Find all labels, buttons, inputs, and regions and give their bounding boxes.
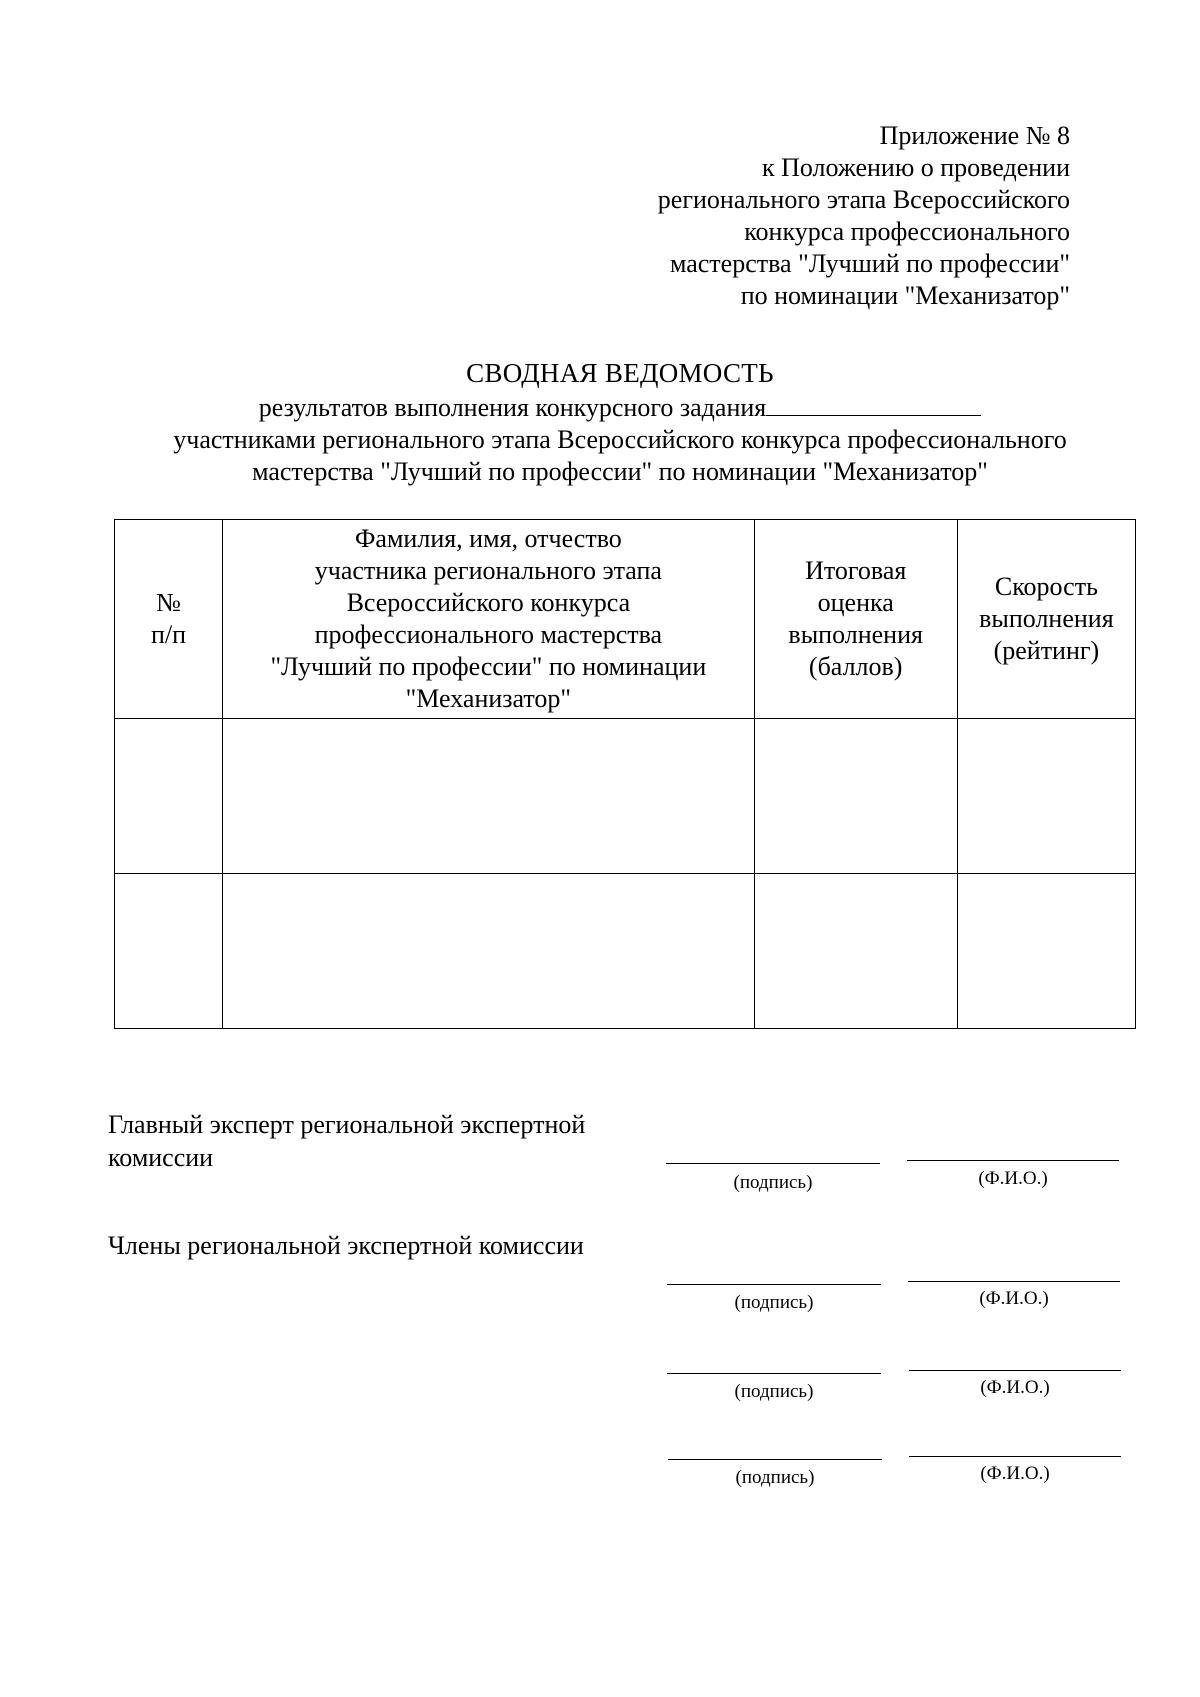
appendix-line: регионального этапа Всероссийского — [657, 185, 1070, 214]
appendix-line: Приложение № 8 — [879, 121, 1070, 150]
header-name-line: "Механизатор" — [405, 684, 572, 713]
header-name-line: Всероссийского конкурса — [346, 588, 631, 617]
header-speed-line: (рейтинг) — [993, 636, 1100, 665]
subtitle-line-3: мастерства "Лучший по профессии" по номинации "Механизатор" — [252, 457, 988, 486]
header-number-line: № — [156, 588, 181, 617]
table-cell[interactable] — [223, 874, 755, 1029]
table-cell[interactable] — [754, 874, 957, 1029]
table-header-row — [115, 520, 1136, 719]
results-table — [114, 519, 1136, 1029]
table-row — [115, 719, 1136, 874]
header-score-line: оценка — [817, 588, 894, 617]
name-caption: (Ф.И.О.) — [980, 1463, 1050, 1484]
header-score-line: выполнения — [788, 620, 923, 649]
table-cell[interactable] — [957, 719, 1135, 874]
header-name-line: Фамилия, имя, отчество — [354, 524, 622, 553]
header-score-line: Итоговая — [805, 556, 907, 585]
document-title: СВОДНАЯ ВЕДОМОСТЬ — [466, 358, 774, 388]
chief-signature-line[interactable] — [666, 1163, 880, 1164]
chief-expert-label-line: Главный эксперт региональной экспертной — [108, 1110, 586, 1139]
header-speed-rating — [957, 520, 1135, 719]
table-row — [115, 874, 1136, 1029]
header-final-score — [754, 520, 957, 719]
table-cell[interactable] — [223, 719, 755, 874]
subtitle-line-1-text: результатов выполнения конкурсного задания — [258, 393, 767, 422]
table-cell[interactable] — [115, 719, 223, 874]
member-signature-line[interactable] — [667, 1373, 881, 1374]
header-name-line: профессионального мастерства — [314, 620, 663, 649]
header-speed-line: Скорость — [994, 572, 1098, 601]
appendix-line: конкурса профессионального — [744, 217, 1070, 246]
member-name-line[interactable] — [909, 1370, 1121, 1371]
appendix-header — [510, 120, 1070, 312]
name-caption: (Ф.И.О.) — [978, 1168, 1048, 1189]
subtitle-line-1 — [0, 392, 1200, 424]
member-name-line[interactable] — [909, 1456, 1121, 1457]
header-number-line: п/п — [151, 620, 187, 649]
chief-name-line[interactable] — [907, 1160, 1119, 1161]
member-signature-line[interactable] — [667, 1284, 881, 1285]
members-label: Члены региональной экспертной комиссии — [108, 1231, 584, 1260]
table-cell[interactable] — [957, 874, 1135, 1029]
name-caption: (Ф.И.О.) — [979, 1288, 1049, 1309]
header-number — [115, 520, 223, 719]
task-blank-line — [766, 393, 981, 416]
header-name-line: "Лучший по профессии" по номинации — [270, 652, 707, 681]
table-cell[interactable] — [754, 719, 957, 874]
header-participant-name — [223, 520, 755, 719]
appendix-line: по номинации "Механизатор" — [740, 281, 1070, 310]
name-caption: (Ф.И.О.) — [980, 1377, 1050, 1398]
signature-caption: (подпись) — [734, 1292, 814, 1313]
header-score-line: (баллов) — [808, 652, 903, 681]
signature-caption: (подпись) — [733, 1172, 813, 1193]
header-name-line: участника регионального этапа — [314, 556, 662, 585]
appendix-line: мастерства "Лучший по профессии" — [669, 249, 1070, 278]
header-speed-line: выполнения — [979, 604, 1114, 633]
subtitle-line-2: участниками регионального этапа Всероссийского конкурса профессионального — [173, 425, 1067, 454]
table-cell[interactable] — [115, 874, 223, 1029]
signature-caption: (подпись) — [735, 1467, 815, 1488]
chief-expert-label-line: комиссии — [108, 1143, 214, 1172]
document-subtitle — [0, 392, 1200, 488]
appendix-line: к Положению о проведении — [761, 153, 1070, 182]
member-signature-line[interactable] — [668, 1459, 882, 1460]
chief-expert-label — [108, 1108, 585, 1174]
signature-caption: (подпись) — [734, 1381, 814, 1402]
member-name-line[interactable] — [908, 1281, 1120, 1282]
